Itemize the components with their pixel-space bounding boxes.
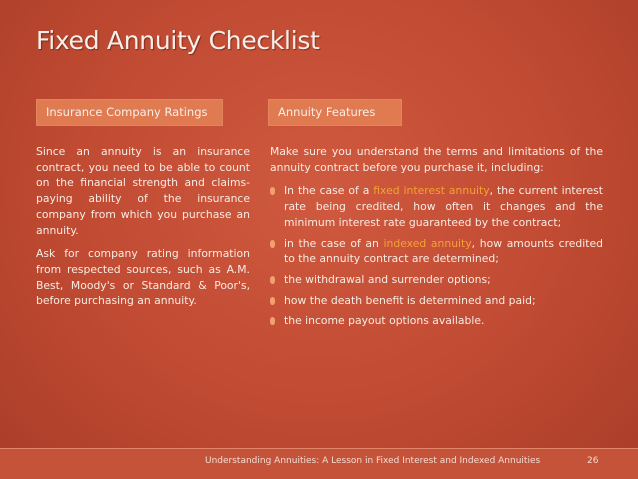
bullet-icon xyxy=(270,187,275,195)
ratings-paragraph-2: Ask for company rating information from respected sources, such as A.M. Best, Moody's or Standard & Poor's, before purchasing an annuity. xyxy=(36,247,250,308)
ratings-paragraph-1: Since an annuity is an insurance contract, you need to be able to count on the financial strength and claims-paying ability of the insurance company from which you purchase an annuity. xyxy=(36,145,250,237)
bullet-text: In the case of a xyxy=(284,184,374,198)
bullet-text: in the case of an xyxy=(284,236,384,250)
features-intro: Make sure you understand the terms and limitations of the annuity contract before you purchase it, including: xyxy=(270,145,603,174)
annuity-features-header: Annuity Features xyxy=(268,99,402,126)
bullet-text: the income payout options available. xyxy=(284,314,485,328)
list-item xyxy=(270,272,603,288)
list-item xyxy=(270,183,603,230)
highlight-term: indexed annuity xyxy=(383,236,472,250)
list-item xyxy=(270,313,603,329)
footer-caption: Understanding Annuities: A Lesson in Fixed Interest and Indexed Annuities xyxy=(205,456,541,466)
bullet-text-rest: , how amounts credited to the annuity contract are determined; xyxy=(284,236,603,266)
highlight-term: fixed interest annuity xyxy=(373,184,490,198)
bullet-icon xyxy=(270,317,275,325)
bullet-icon xyxy=(270,297,275,305)
bullet-text: the withdrawal and surrender options; xyxy=(284,272,491,286)
bullet-text: how the death benefit is determined and paid; xyxy=(284,293,536,307)
list-item xyxy=(270,236,603,267)
bullet-icon xyxy=(270,276,275,284)
slide-title: Fixed Annuity Checklist xyxy=(36,26,320,55)
bullet-icon xyxy=(270,240,275,248)
insurance-ratings-header: Insurance Company Ratings xyxy=(36,99,223,126)
list-item xyxy=(270,293,603,309)
left-column xyxy=(36,144,250,317)
features-list xyxy=(270,183,603,329)
bullet-text-rest: , the current interest rate being credited, how often it changes and the minimum interest rate guaranteed by the contract; xyxy=(284,184,603,229)
page-number: 26 xyxy=(587,456,599,466)
right-column xyxy=(270,144,603,334)
